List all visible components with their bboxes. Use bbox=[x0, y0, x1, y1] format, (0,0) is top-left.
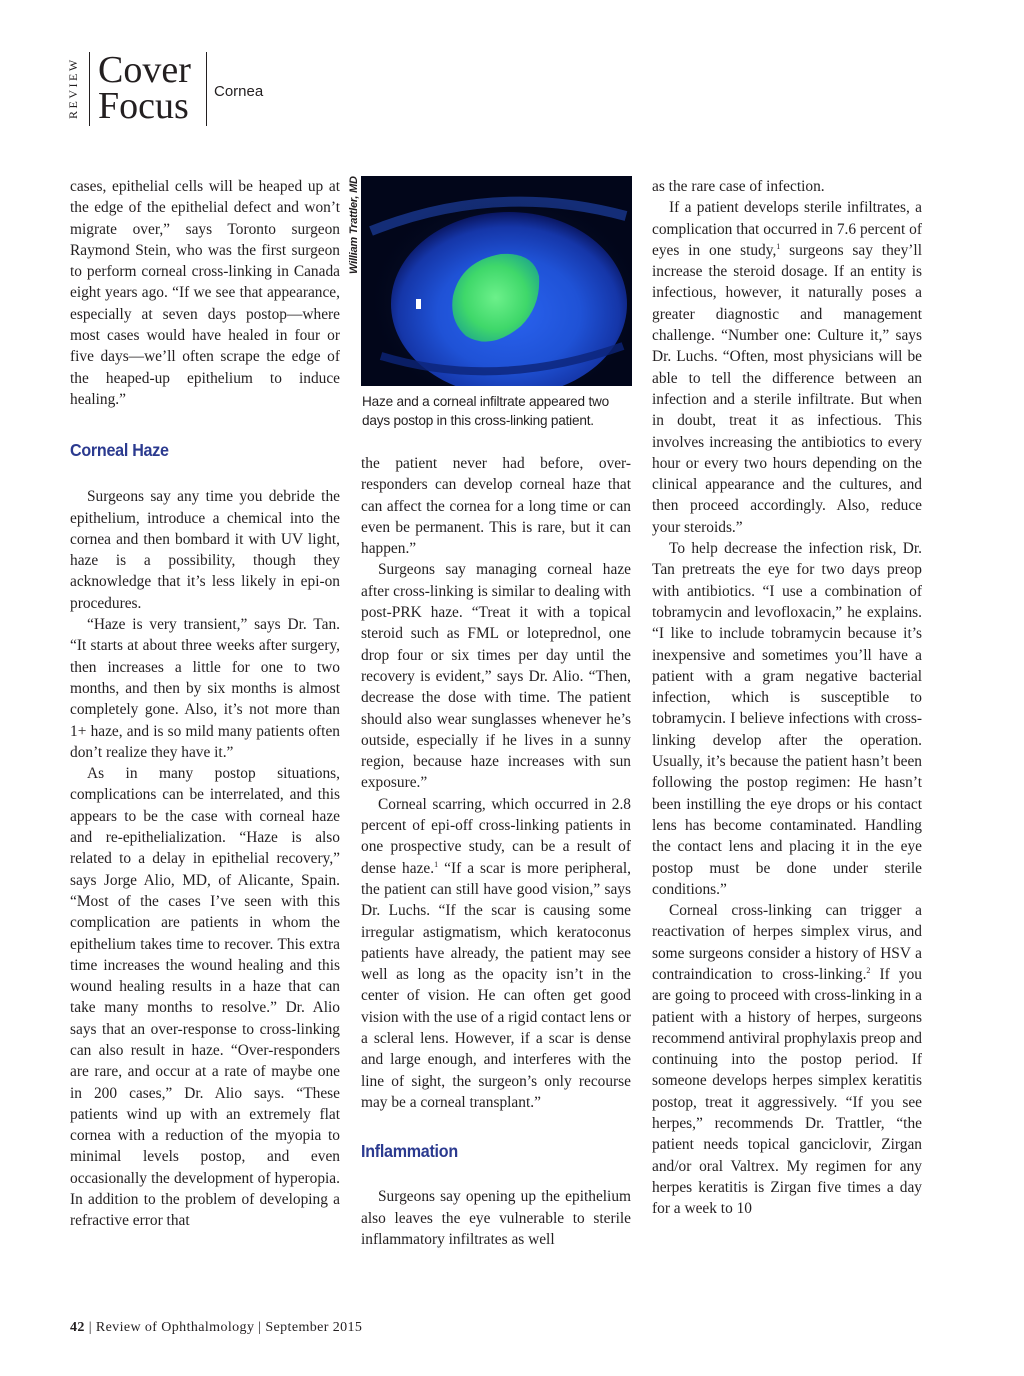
col2-paragraph-4: Surgeons say opening up the epithelium also leaves the eye vulnerable to sterile inflammatory infiltrates as well bbox=[361, 1188, 631, 1248]
col2-p3-text-b: “If a scar is more peripheral, the patient can still have good vision,” says Dr. Luchs. “If the scar is causing some irregular astigmatism, which keratoconus patients have already, the patient may see well as long as the opacity isn’t in the center of vision. He can often get good vision with the use of a rigid contact lens or a scleral lens. However, if a scar is dense and large enough, and interferes with the line of sight, the surgeon’s only recourse may be a corneal transplant.” bbox=[361, 859, 631, 1111]
col1-paragraph-4: As in many postop situations, complications can be interrelated, and this appears to be the case with corneal haze and re-epithelialization. “Haze is also related to a delay in epithelial recovery,” says Jorge Alio, MD, of Alicante, Spain. “Most of the cases I’ve seen with this complication are patients in whom the epithelium takes time to recover. This extra time increases the wound healing and this wound healing results in a haze that can take many months to resolve.” Dr. Alio says that an over-response to cross-linking can also result in haze. “Over-responders are rare, and occur at a rate of maybe one in 200 cases,” Dr. Alio says. “These patients wind up with an extremely flat cornea with a reduction of the myopia to minimal levels postop, and even occasionally the development of hyperopia. In addition to the problem of developing a refractive error that bbox=[70, 765, 340, 1230]
heading-corneal-haze: Corneal Haze bbox=[70, 440, 169, 461]
figure-caption: Haze and a corneal infiltrate appeared two days postop in this cross-linking patient. bbox=[362, 394, 610, 428]
col2-paragraph-2: Surgeons say managing corneal haze after cross-linking is similar to dealing with post-PRK haze. “Treat it with a topical steroid such as FML or loteprednol, one drop four or six times per day until the recovery is evident,” says Dr. Alio. “Then, decrease the dose with time. The patient should also wear sunglasses whenever he’s outside, especially if he lives in a sunny region, because haze increases with sun exposure.” bbox=[361, 561, 631, 792]
footer-separator: | bbox=[88, 1320, 96, 1335]
cover-focus-title bbox=[98, 49, 206, 127]
header-divider-left bbox=[89, 52, 90, 126]
page-footer bbox=[70, 1320, 362, 1336]
eye-photo-illustration bbox=[361, 176, 632, 386]
footer-separator: | bbox=[258, 1320, 266, 1335]
eye-figure bbox=[361, 176, 632, 386]
eye-photo bbox=[361, 176, 632, 386]
reference-2: 2 bbox=[866, 965, 871, 975]
reference-1: 1 bbox=[434, 859, 439, 869]
article-column-2 bbox=[361, 453, 631, 1250]
publication-name: Review of Ophthalmology bbox=[95, 1320, 255, 1335]
col2-p3-text-a: Corneal scarring, which occurred in 2.8 percent of epi-off cross-linking patients in one prospective study, can be a result of dense haze. bbox=[361, 795, 631, 877]
col1-paragraph-3: “Haze is very transient,” says Dr. Tan. “It starts at about three weeks after surgery, then increases a little for one to two months, and then by six months is almost completely gone. Also, it’s not more than 1+ haze, and is so mild many patients often don’t realize they have it.” bbox=[70, 616, 340, 761]
section-label: REVIEW bbox=[66, 57, 80, 119]
page-number: 42 bbox=[70, 1320, 85, 1335]
title-line-1: Cover bbox=[98, 49, 191, 91]
subsection-label: Cornea bbox=[214, 83, 264, 100]
col2-paragraph-3 bbox=[361, 794, 631, 1113]
issue-date: September 2015 bbox=[265, 1320, 363, 1335]
photo-credit: William Trattler, MD bbox=[348, 176, 360, 274]
reference-1: 1 bbox=[776, 241, 781, 251]
col3-p4-text-b: If you are going to proceed with cross-linking in a patient with a history of herpes, surgeons recommend antiviral prophylaxis preop and continuing into the postop period. If someone develops herpes simplex keratitis postop, treat it aggressively. “If you see herpes,” recommends Dr. Trattler, “the patient needs topical ganciclovir, Zirgan and/or oral Valtrex. My regimen for any herpes keratitis is Zirgan five times a day for a week to 10 bbox=[652, 965, 922, 1218]
col3-p4-text-a: Corneal cross-linking can trigger a reactivation of herpes simplex virus, and some surgeons consider a history of HSV a contraindication to cross-linking. bbox=[652, 902, 922, 983]
col3-p2-text-a: If a patient develops sterile infiltrates, a complication that occurred in 7.6 percent of eyes in one study, bbox=[652, 199, 922, 259]
heading-inflammation: Inflammation bbox=[361, 1141, 458, 1162]
col2-paragraph-1: the patient never had before, over-responders can develop corneal haze that can affect the cornea for a long time or can even be permanent. This is rare, but it can happen.” bbox=[361, 455, 631, 558]
col3-paragraph-3: To help decrease the infection risk, Dr. Tan pretreats the eye for two days preop with antibiotics. “I use a combination of tobramycin and levofloxacin,” he explains. “I like to include tobramycin because it’s inexpensive and sometimes you’ll have a patient with a gram negative bacterial infection, which is susceptible to tobramycin. I believe infections with cross-linking develop after the operation. Usually, it’s because the patient hasn’t been following the postop regimen: He hasn’t been instilling the eye drops or his contact lens has become contaminated. Handling the contact lens and placing it in the eye postop must be done under sterile conditions.” bbox=[652, 540, 922, 898]
article-column-3 bbox=[652, 176, 922, 1220]
light-reflex bbox=[416, 299, 421, 309]
article-column-1 bbox=[70, 176, 340, 1232]
col3-paragraph-1: as the rare case of infection. bbox=[652, 178, 825, 195]
header-divider-right bbox=[206, 52, 207, 126]
col3-p2-text-b: surgeons say they’ll increase the steroid dosage. If an entity is infectious, however, it naturally poses a greater diagnostic and management challenge. “Number one: Culture it,” says Dr. Luchs. “Often, most physicians will be able to tell the difference between an infection and a sterile infiltrate. But when in doubt, treat it as infectious. This involves increasing the antibiotics to every hour or every two hours depending on the clinical appearance and the cultures, and then proceed accordingly. Also, reduce your steroids.” bbox=[652, 241, 922, 536]
col3-paragraph-2 bbox=[652, 197, 922, 538]
col3-paragraph-4 bbox=[652, 900, 922, 1219]
col1-paragraph-1: cases, epithelial cells will be heaped up at the edge of the epithelial defect and won’t migrate over,” says Toronto surgeon Raymond Stein, who was the first surgeon to perform corneal cross-linking in Canada eight years ago. “If we see that appearance, especially at seven days postop—where most cases would have healed in four or five days—we’ll often scrape the edge of the heaped-up epithelium to induce healing.” bbox=[70, 178, 340, 408]
title-line-2: Focus bbox=[98, 85, 189, 127]
col1-paragraph-2: Surgeons say any time you debride the epithelium, introduce a chemical into the cornea and then bombard it with UV light, haze is a possibility, though they acknowledge that it’s less likely in epi-on procedures. bbox=[70, 488, 340, 612]
